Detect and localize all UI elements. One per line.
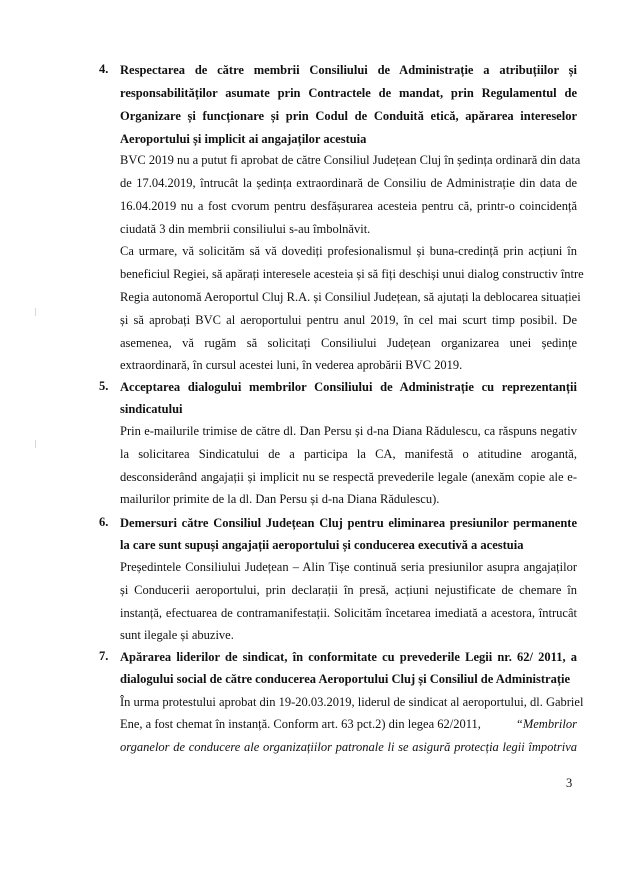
paragraph-line: beneficiul Regiei, să apărați interesele acesteia și să fiți deschiși unui dialog constructiv între: [120, 267, 584, 281]
paragraph-line: mailurilor primite de la dl. Dan Persu și d-na Diana Rădulescu).: [120, 492, 440, 506]
paragraph-line: ciudată 3 din membrii consiliului s-au îmbolnăvit.: [120, 222, 371, 236]
paragraph-line: BVC 2019 nu a putut fi aprobat de către Consiliul Județean Cluj în ședința ordinară din data: [120, 153, 581, 167]
section-heading-line: sindicatului: [120, 402, 183, 416]
paragraph-line: instanță, efectuarea de contramanifestații. Solicităm încetarea imediată a acestora, întrucât: [120, 606, 577, 620]
paragraph-line: În urma protestului aprobat din 19-20.03.2019, liderul de sindicat al aeroportului, dl. Gabriel: [120, 695, 584, 709]
section-heading-line: dialogului social de către conducerea Aeroportului Cluj și Consiliul de Administrație: [120, 672, 571, 686]
paragraph-line: asemenea, vă rugăm să solicitați Consiliului Județean organizarea unei ședințe: [120, 336, 577, 350]
paragraph-line: Prin e-mailurile trimise de către dl. Dan Persu și d-na Diana Rădulescu, ca răspuns negativ: [120, 424, 577, 438]
paragraph-line: la solicitarea Sindicatului de a participa la CA, manifestă o atitudine arogantă,: [120, 447, 577, 461]
paragraph-line: și să aprobați BVC al aeroportului pentru anul 2019, în cel mai scurt timp posibil. De: [120, 313, 577, 327]
paragraph-line: extraordinară, în cursul acestei luni, în vederea aprobării BVC 2019.: [120, 358, 463, 372]
margin-mark: [35, 308, 36, 316]
section-heading-line: Acceptarea dialogului membrilor Consiliului de Administrație cu reprezentanții: [120, 380, 577, 394]
section-heading-line: la care sunt supuși angajații aeroportului și conducerea executivă a acestuia: [120, 538, 524, 552]
paragraph-line: [120, 716, 577, 732]
section-number: 7.: [99, 649, 109, 663]
paragraph-line: desconsiderând angajații și implicit nu se respectă prevederile legale (anexăm copie ale e-: [120, 470, 577, 484]
page-number: 3: [566, 776, 573, 790]
paragraph-line: Regia autonomă Aeroportul Cluj R.A. și Consiliul Județean, să ajutați la deblocarea situației: [120, 290, 581, 304]
paragraph-text: Ene, a fost chemat în instanță. Conform art. 63 pct.2) din legea 62/2011,: [120, 717, 481, 731]
section-heading-line: Respectarea de către membrii Consiliului de Administrație a atribuțiilor și: [120, 63, 577, 77]
section-heading-line: Demersuri către Consiliul Județean Cluj pentru eliminarea presiunilor permanente: [120, 516, 577, 530]
paragraph-line: 16.04.2019 nu a fost cvorum pentru desfășurarea acesteia pentru că, printr-o coincidență: [120, 199, 577, 213]
quote-text: “Membrilor: [515, 717, 577, 731]
paragraph-line: Președintele Consiliului Județean – Alin Tișe continuă seria presiunilor asupra angajaților: [120, 560, 577, 574]
section-heading-line: responsabilităților asumate prin Contractele de mandat, prin Regulamentul de: [120, 86, 577, 100]
section-heading-line: Aeroportului și implicit ai angajaților acestuia: [120, 132, 367, 146]
quote-line: organelor de conducere ale organizațiilor patronale li se asigură protecția legii împotriva: [120, 740, 577, 754]
paragraph-line: Ca urmare, vă solicităm să vă dovediți profesionalismul și buna-credință prin acțiuni în: [120, 244, 577, 258]
paragraph-line: sunt ilegale și abuzive.: [120, 628, 234, 642]
margin-mark: [35, 440, 36, 448]
section-number: 5.: [99, 379, 109, 393]
section-number: 4.: [99, 62, 109, 76]
section-heading-line: Organizare și funcționare și prin Codul de Conduită etică, apărarea intereselor: [120, 109, 577, 123]
section-number: 6.: [99, 515, 109, 529]
paragraph-line: și Conducerii aeroportului, prin declarații în presă, acțiuni nejustificate de chemare în: [120, 583, 577, 597]
section-heading-line: Apărarea liderilor de sindicat, în conformitate cu prevederile Legii nr. 62/ 2011, a: [120, 650, 577, 664]
paragraph-line: de 17.04.2019, întrucât la ședința extraordinară de Consiliu de Administrație din data de: [120, 176, 577, 190]
